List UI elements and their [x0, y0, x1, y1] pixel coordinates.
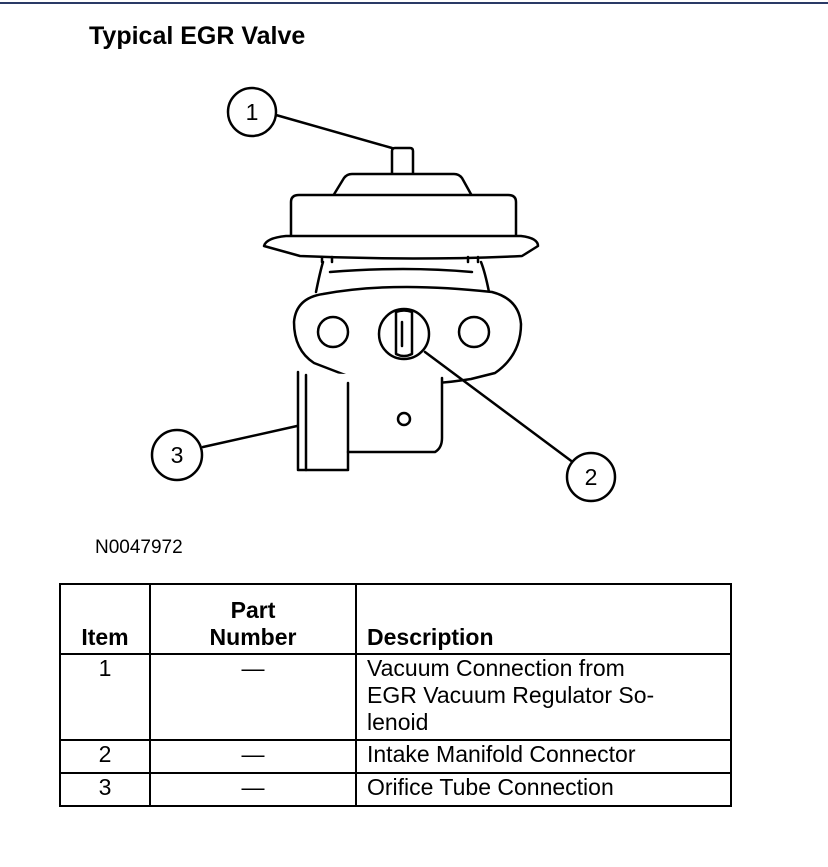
row-description-line: lenoid: [367, 709, 429, 735]
callout-3-label: 3: [170, 442, 184, 468]
header-part-number: [150, 584, 356, 654]
row-description-line: EGR Vacuum Regulator So-: [367, 682, 655, 708]
callout-2: [567, 453, 615, 501]
row-description: Intake Manifold Connector: [356, 740, 731, 773]
header-part-number-line2: Number: [209, 624, 297, 650]
callout-2-label: 2: [584, 464, 598, 490]
row-part-number: —: [150, 773, 356, 806]
row-description: [356, 654, 731, 740]
table-row: [60, 654, 731, 740]
header-part-number-line1: Part: [230, 597, 276, 623]
leader-line-1: [276, 115, 392, 148]
header-item: Item: [60, 584, 150, 654]
figure-code: N0047972: [95, 537, 183, 558]
intake-port-circle: [379, 309, 429, 359]
row-item: 2: [60, 740, 150, 773]
row-description: Orifice Tube Connection: [356, 773, 731, 806]
row-part-number: —: [150, 654, 356, 740]
diaphragm-housing: [291, 195, 516, 236]
row-item: 3: [60, 773, 150, 806]
header-description: Description: [356, 584, 731, 654]
callout-1: [228, 88, 276, 136]
leader-line-3: [203, 426, 297, 447]
diaphragm-dome: [333, 174, 472, 196]
callout-3: [152, 430, 202, 480]
row-part-number: —: [150, 740, 356, 773]
table-row: [60, 740, 731, 773]
callout-1-label: 1: [245, 99, 259, 125]
table-header-row: [60, 584, 731, 654]
row-item: 1: [60, 654, 150, 740]
diagram-title: Typical EGR Valve: [89, 22, 306, 50]
vacuum-nipple: [392, 148, 413, 174]
row-description-line: Vacuum Connection from: [367, 655, 625, 681]
table-row: [60, 773, 731, 806]
valve-neck-ring: [330, 269, 472, 272]
housing-flange: [264, 236, 538, 259]
orifice-tube-block: [298, 372, 442, 470]
parts-table: [59, 583, 732, 807]
